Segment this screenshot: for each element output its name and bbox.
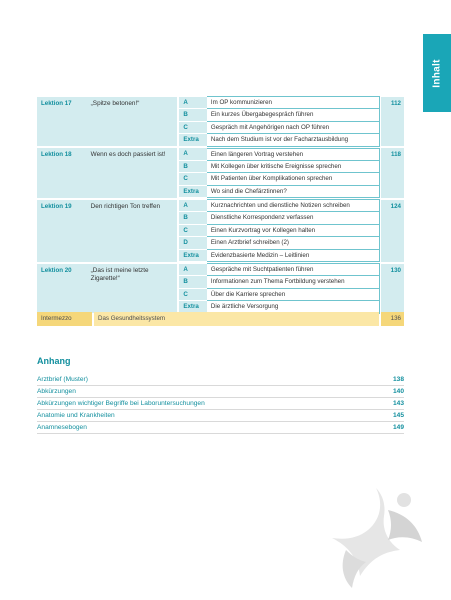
anhang-entry-title: Abkürzungen wichtiger Begriffe bei Laboruntersuchungen (37, 400, 205, 407)
item-text: Ein kurzes Übergabegespräch führen (207, 109, 379, 122)
item-text: Evidenzbasierte Medizin – Leitlinien (207, 249, 379, 262)
anhang-entry[interactable] (37, 410, 404, 422)
lesson-title: Den richtigen Ton treffen (87, 200, 178, 262)
item-letter: C (179, 288, 207, 301)
anhang-entry-page: 149 (392, 424, 404, 431)
lesson-page: 118 (381, 148, 404, 198)
lesson-item-row[interactable] (37, 148, 404, 160)
item-letter: Extra (179, 134, 207, 147)
side-tab-label: Inhalt (431, 58, 443, 88)
lesson-title: „Spitze betonen!“ (87, 97, 178, 147)
lesson-page: 124 (381, 200, 404, 262)
anhang-entry-page: 138 (392, 376, 404, 383)
lessons-table (37, 96, 404, 314)
anhang-entry-title: Arztbrief (Muster) (37, 376, 88, 383)
anhang-entry[interactable] (37, 422, 404, 434)
anhang-entry-page: 145 (392, 412, 404, 419)
anhang-entry[interactable] (37, 386, 404, 398)
item-text: Einen Kurzvortrag vor Kollegen halten (207, 224, 379, 237)
item-text: Kurznachrichten und dienstliche Notizen schreiben (207, 200, 379, 212)
anhang-entry[interactable] (37, 374, 404, 386)
item-letter: B (179, 276, 207, 289)
item-letter: Extra (179, 185, 207, 198)
item-letter: Extra (179, 301, 207, 314)
anhang-entry-page: 143 (392, 400, 404, 407)
intermezzo-label: Intermezzo (37, 312, 92, 326)
lesson-title: Wenn es doch passiert ist! (87, 148, 178, 198)
item-text: Informationen zum Thema Fortbildung verstehen (207, 276, 379, 289)
side-tab-inhalt[interactable] (423, 34, 451, 112)
item-text: Im OP kommunizieren (207, 97, 379, 109)
item-letter: A (179, 264, 207, 276)
anhang-entry[interactable] (37, 398, 404, 410)
item-text: Wo sind die Chefärztinnen? (207, 185, 379, 198)
item-letter: B (179, 160, 207, 173)
lesson-item-row[interactable] (37, 264, 404, 276)
item-letter: A (179, 148, 207, 160)
item-text: Mit Kollegen über kritische Ereignisse sprechen (207, 160, 379, 173)
item-text: Die ärztliche Versorgung (207, 301, 379, 314)
item-text: Mit Patienten über Komplikationen sprechen (207, 173, 379, 186)
item-letter: B (179, 109, 207, 122)
lesson-item-row[interactable] (37, 97, 404, 109)
intermezzo-row[interactable] (37, 312, 404, 326)
item-letter: A (179, 200, 207, 212)
lesson-label: Lektion 19 (37, 200, 87, 262)
item-letter: C (179, 224, 207, 237)
intermezzo-title: Das Gesundheitssystem (94, 312, 379, 326)
intermezzo-page: 136 (381, 312, 404, 326)
lesson-label: Lektion 17 (37, 97, 87, 147)
lesson-label: Lektion 20 (37, 264, 87, 314)
item-text: Gespräch mit Angehörigen nach OP führen (207, 121, 379, 134)
lesson-page: 112 (381, 97, 404, 147)
anhang-entry-title: Anatomie und Krankheiten (37, 412, 115, 419)
item-text: Gespräche mit Suchtpatienten führen (207, 264, 379, 276)
item-letter: B (179, 212, 207, 225)
item-text: Über die Karriere sprechen (207, 288, 379, 301)
item-letter: C (179, 121, 207, 134)
item-letter: C (179, 173, 207, 186)
item-letter: Extra (179, 249, 207, 262)
item-letter: D (179, 237, 207, 250)
anhang-entry-title: Anamnesebogen (37, 424, 87, 431)
item-text: Einen Arztbrief schreiben (2) (207, 237, 379, 250)
anhang-entry-page: 140 (392, 388, 404, 395)
publisher-logo-icon (318, 480, 426, 590)
item-text: Nach dem Studium ist vor der Facharztausbildung (207, 134, 379, 147)
item-text: Dienstliche Korrespondenz verfassen (207, 212, 379, 225)
anhang-list (37, 374, 404, 434)
lesson-item-row[interactable] (37, 200, 404, 212)
anhang-entry-title: Abkürzungen (37, 388, 76, 395)
lesson-label: Lektion 18 (37, 148, 87, 198)
anhang-heading: Anhang (37, 356, 71, 366)
item-text: Einen längeren Vortrag verstehen (207, 148, 379, 160)
lesson-title: „Das ist meine letzte Zigarette!“ (87, 264, 178, 314)
lesson-page: 130 (381, 264, 404, 314)
item-letter: A (179, 97, 207, 109)
